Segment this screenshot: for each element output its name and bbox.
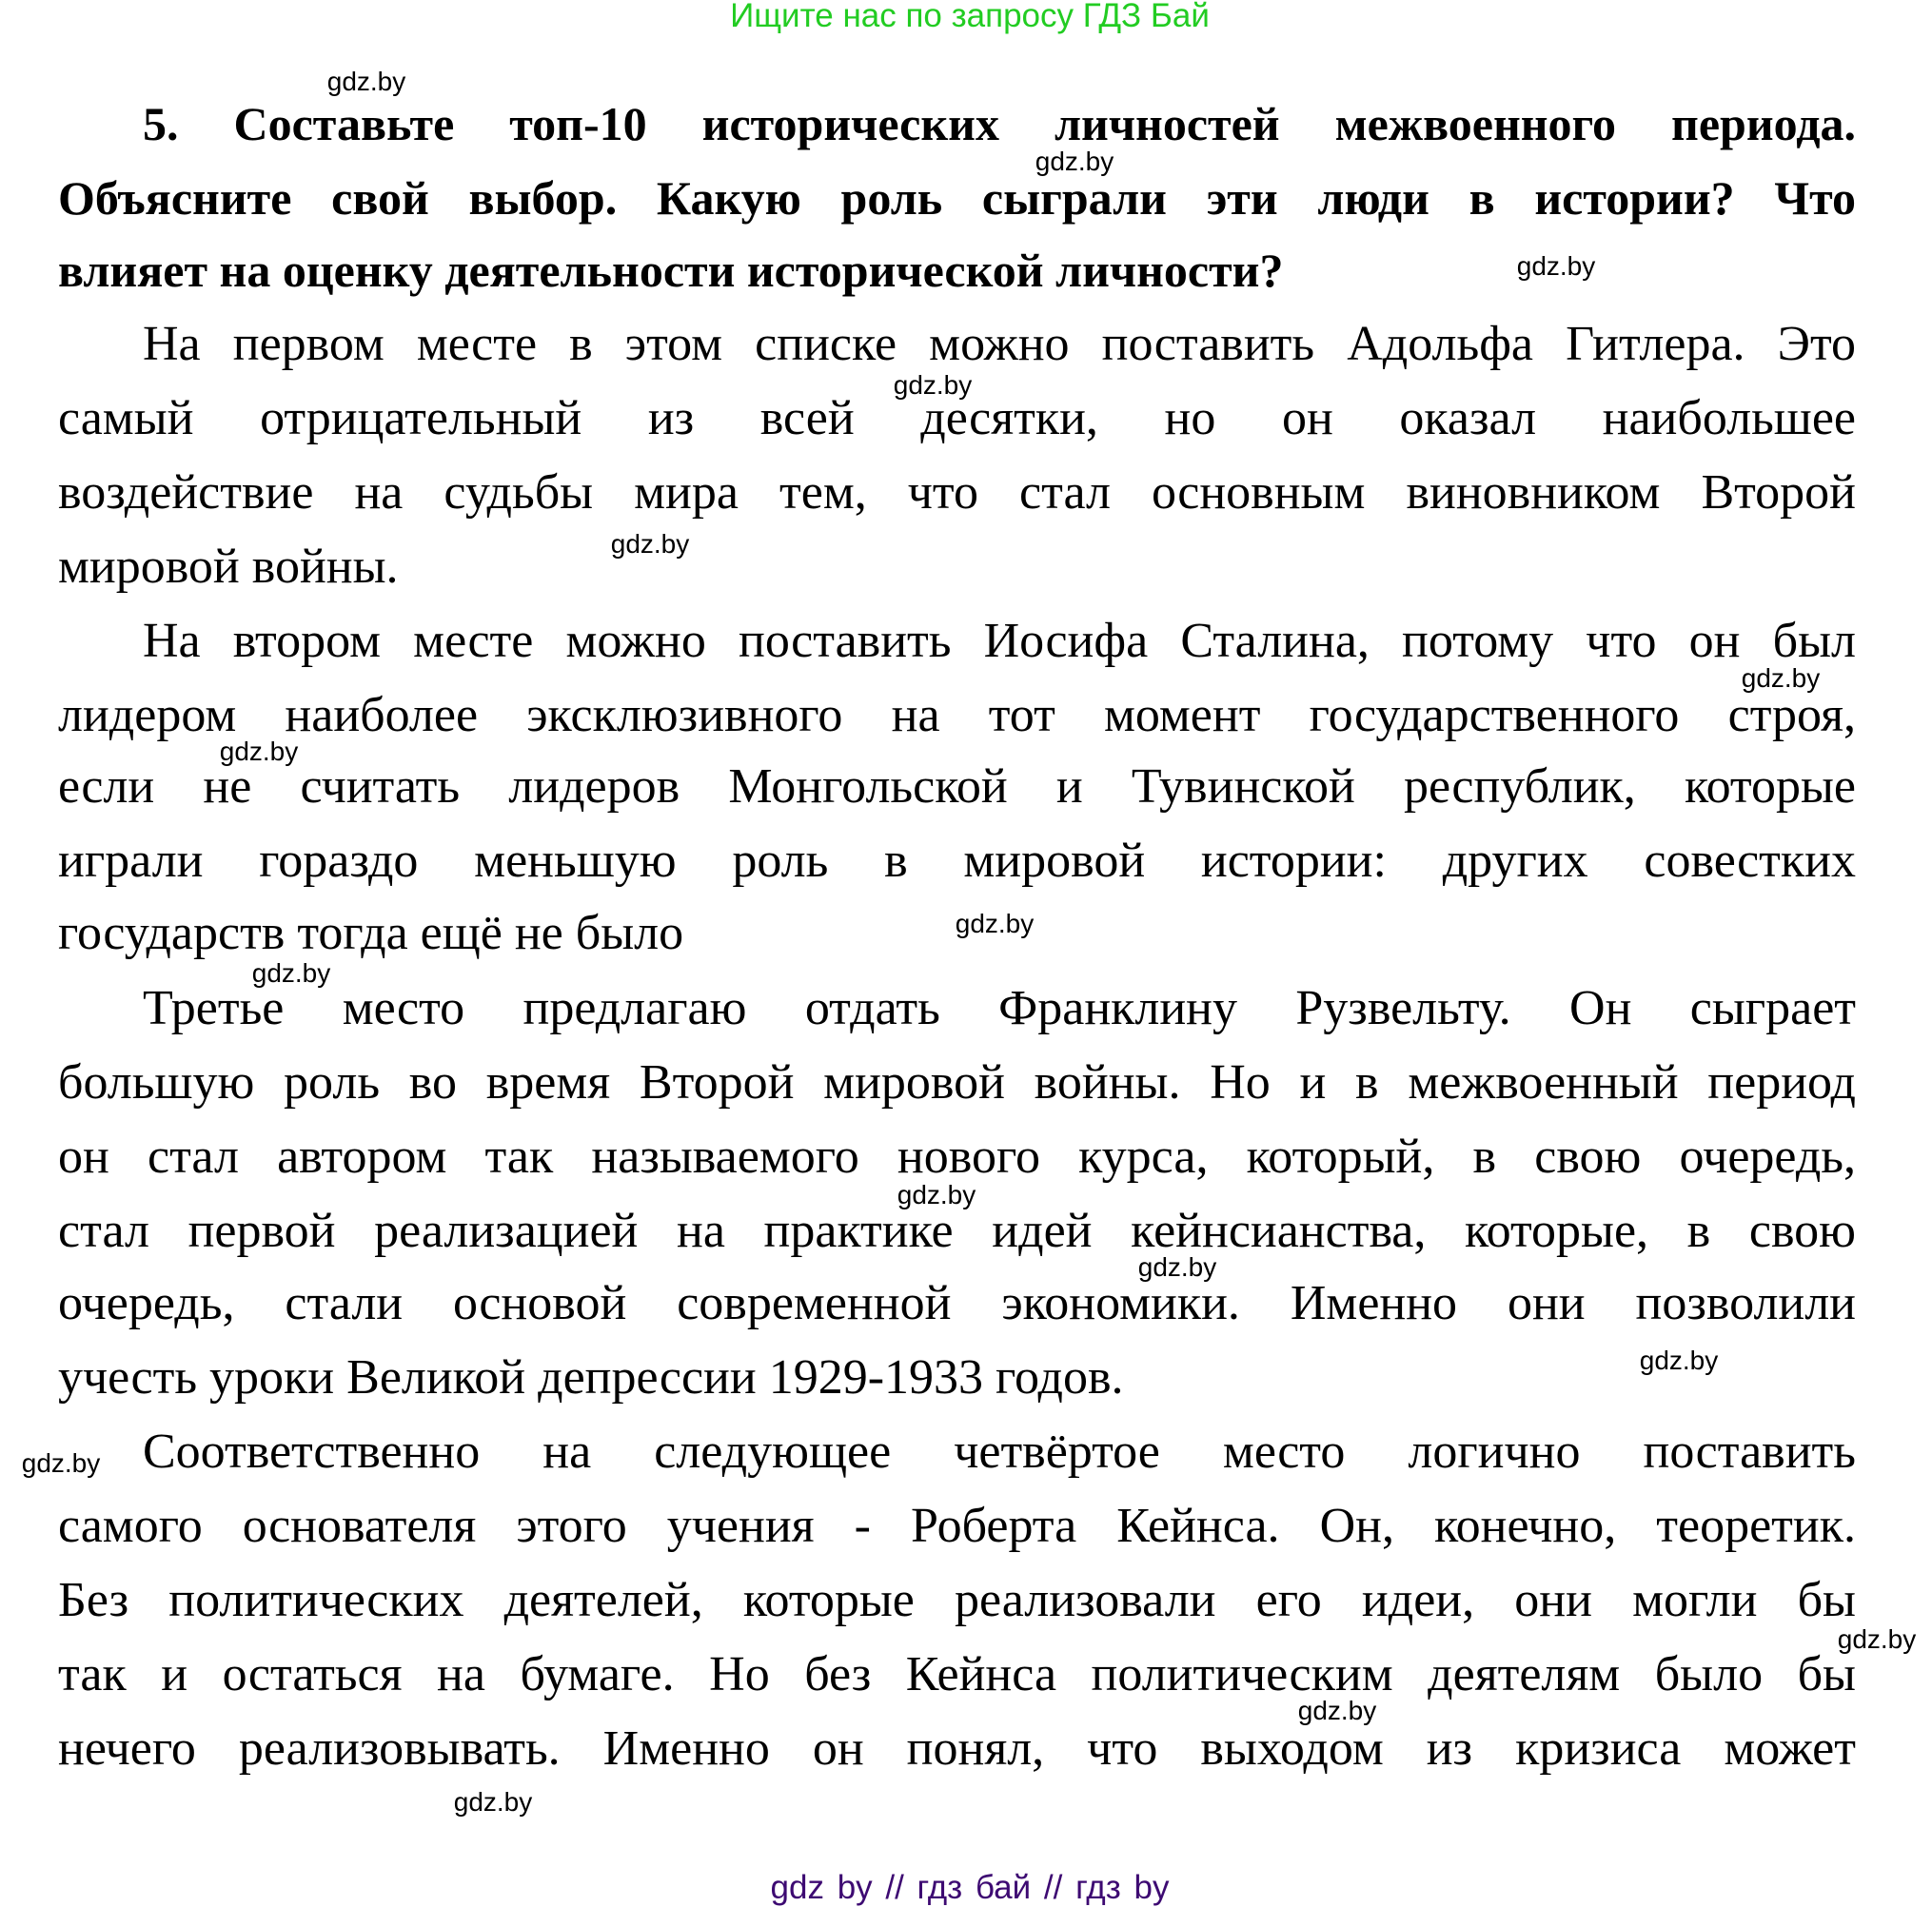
- paragraph-line: самого основателя этого учения - Роберта Кейнса. Он, конечно, теоретик.: [58, 1499, 1856, 1553]
- paragraph-line: мировой войны.: [58, 540, 399, 594]
- paragraph-line: очередь, стали основой современной экономики. Именно они позволили: [58, 1276, 1856, 1330]
- paragraph-line: учесть уроки Великой депрессии 1929-1933 годов.: [58, 1350, 1124, 1405]
- question-line: Объясните свой выбор. Какую роль сыграли эти люди в истории? Что: [58, 171, 1856, 225]
- watermark: gdz.by: [1035, 147, 1114, 176]
- paragraph-line: стал первой реализацией на практике идей кейнсианства, которые, в свою: [58, 1204, 1856, 1258]
- watermark: gdz.by: [251, 958, 331, 988]
- paragraph-line: если не считать лидеров Монгольской и Тувинской республик, которые: [58, 759, 1856, 814]
- watermark: gdz.by: [453, 1787, 533, 1817]
- watermark: gdz.by: [1837, 1624, 1917, 1654]
- paragraph-line: воздействие на судьбы мира тем, что стал основным виновником Второй: [58, 465, 1856, 520]
- paragraph-line: он стал автором так называемого нового курса, который, в свою очередь,: [58, 1130, 1856, 1184]
- watermark: gdz.by: [1137, 1252, 1217, 1282]
- watermark: gdz.by: [897, 1180, 976, 1209]
- watermark: gdz.by: [955, 909, 1035, 938]
- watermark: gdz.by: [1297, 1696, 1377, 1725]
- watermark: gdz.by: [219, 737, 299, 766]
- footer-links: gdz by // гдз бай // гдз by: [770, 1869, 1170, 1906]
- paragraph-line: нечего реализовывать. Именно он понял, что выходом из кризиса может: [58, 1721, 1856, 1776]
- paragraph-line: лидером наиболее эксклюзивного на тот момент государственного строя,: [58, 688, 1856, 742]
- paragraph-line: На первом месте в этом списке можно поставить Адольфа Гитлера. Это: [143, 317, 1856, 371]
- paragraph-line: На втором месте можно поставить Иосифа Сталина, потому что он был: [143, 614, 1856, 668]
- paragraph-line: самый отрицательный из всей десятки, но он оказал наибольшее: [58, 391, 1856, 445]
- paragraph-line: большую роль во время Второй мировой войны. Но и в межвоенный период: [58, 1055, 1856, 1110]
- paragraph-line: так и остаться на бумаге. Но без Кейнса политическим деятелям было бы: [58, 1647, 1856, 1701]
- watermark: gdz.by: [893, 370, 973, 400]
- search-hint-banner: Ищите нас по запросу ГДЗ Бай: [730, 0, 1210, 34]
- paragraph-line: Без политических деятелей, которые реализовали его идеи, они могли бы: [58, 1573, 1856, 1627]
- watermark: gdz.by: [326, 67, 406, 96]
- watermark: gdz.by: [1741, 663, 1821, 693]
- watermark: gdz.by: [1516, 251, 1596, 281]
- watermark: gdz.by: [1639, 1346, 1719, 1375]
- question-line: 5. Составьте топ-10 исторических личностей межвоенного периода.: [143, 97, 1856, 150]
- paragraph-line: государств тогда ещё не было: [58, 906, 684, 960]
- paragraph-line: Соответственно на следующее четвёртое место логично поставить: [143, 1425, 1856, 1479]
- watermark: gdz.by: [21, 1448, 101, 1478]
- paragraph-line: играли гораздо меньшую роль в мировой истории: других совестких: [58, 834, 1856, 888]
- watermark: gdz.by: [610, 529, 690, 559]
- question-line: влияет на оценку деятельности исторической личности?: [58, 244, 1284, 297]
- paragraph-line: Третье место предлагаю отдать Франклину Рузвельту. Он сыграет: [143, 981, 1856, 1035]
